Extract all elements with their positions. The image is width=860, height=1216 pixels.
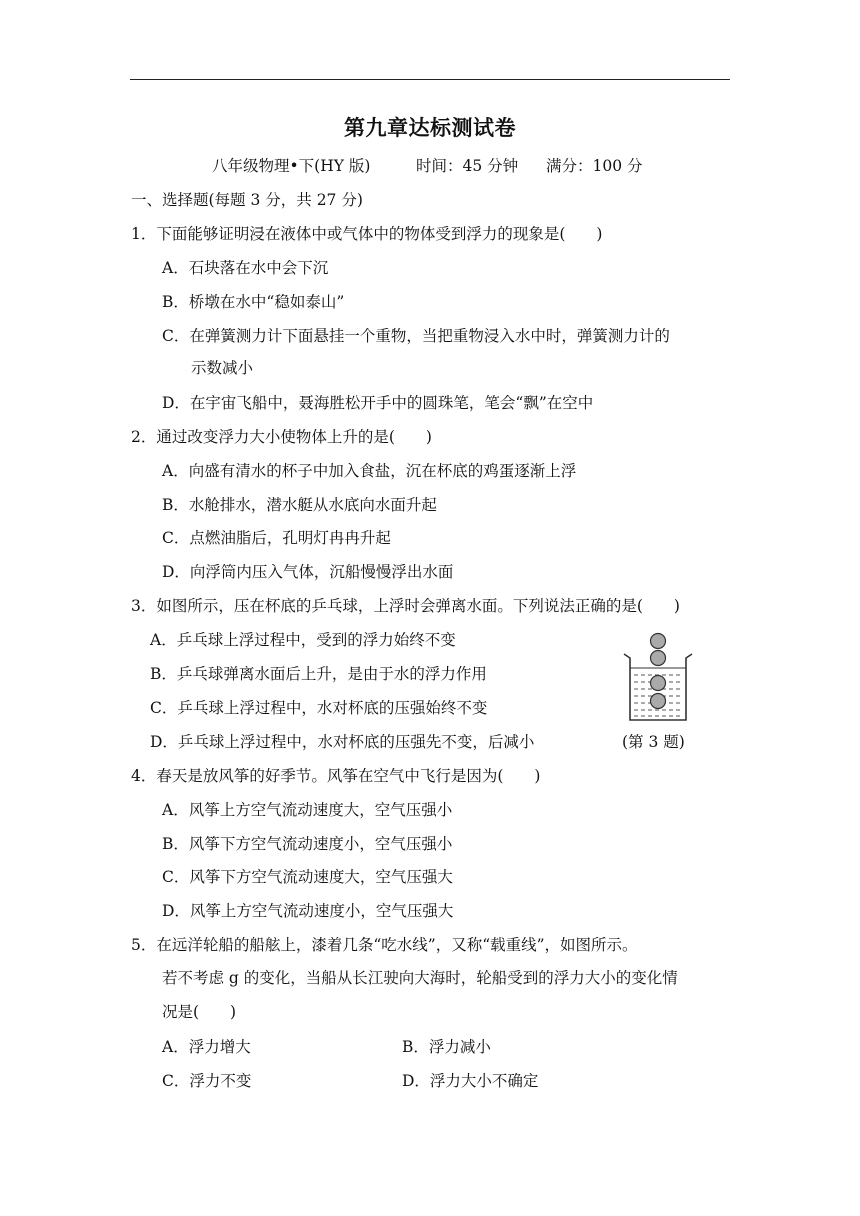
q4-option-c: C．风筝下方空气流动速度大，空气压强大 xyxy=(162,868,453,886)
q4-option-b: B．风筝下方空气流动速度小，空气压强小 xyxy=(162,835,453,853)
q3-option-c: C．乒乓球上浮过程中，水对杯底的压强始终不变 xyxy=(150,699,488,717)
q1-option-d: D．在宇宙飞船中，聂海胜松开手中的圆珠笔，笔会“飘”在空中 xyxy=(162,394,594,412)
q5-option-a: A．浮力增大 xyxy=(162,1038,251,1056)
q1-stem: 1．下面能够证明浸在液体中或气体中的物体受到浮力的现象是( ) xyxy=(131,225,603,243)
q5-option-b: B．浮力减小 xyxy=(402,1038,491,1056)
q1-option-c: C．在弹簧测力计下面悬挂一个重物，当把重物浸入水中时，弹簧测力计的 xyxy=(162,327,670,345)
grade-label: 八年级物理•下(HY 版) xyxy=(212,157,371,175)
q3-figure-caption: (第 3 题) xyxy=(622,733,685,751)
q2-option-d: D．向浮筒内压入气体，沉船慢慢浮出水面 xyxy=(162,563,454,581)
q3-option-a: A．乒乓球上浮过程中，受到的浮力始终不变 xyxy=(150,631,456,649)
q4-stem: 4．春天是放风筝的好季节。风筝在空气中飞行是因为( ) xyxy=(131,767,541,785)
q2-stem: 2．通过改变浮力大小使物体上升的是( ) xyxy=(131,428,432,446)
q4-option-a: A．风筝上方空气流动速度大，空气压强小 xyxy=(162,801,453,819)
q1-option-a: A．石块落在水中会下沉 xyxy=(162,259,329,277)
q4-option-d: D．风筝上方空气流动速度小，空气压强大 xyxy=(162,902,454,920)
q1-option-c-cont: 示数减小 xyxy=(191,359,254,377)
top-rule xyxy=(130,79,730,80)
q2-option-a: A．向盛有清水的杯子中加入食盐，沉在杯底的鸡蛋逐渐上浮 xyxy=(162,462,577,480)
q5-stem-cont: 若不考虑 g 的变化，当船从长江驶向大海时，轮船受到的浮力大小的变化情 xyxy=(162,969,678,987)
q5-stem: 5．在远洋轮船的船舷上，漆着几条“吃水线”，又称“载重线”，如图所示。 xyxy=(131,936,638,954)
section-heading: 一、选择题(每题 3 分，共 27 分) xyxy=(131,191,363,209)
q5-option-d: D．浮力大小不确定 xyxy=(402,1072,539,1090)
time-label: 时间：45 分钟 xyxy=(416,157,519,175)
score-label: 满分：100 分 xyxy=(546,157,643,175)
q5-stem-end: 况是( ) xyxy=(162,1003,237,1021)
q3-option-d: D．乒乓球上浮过程中，水对杯底的压强先不变，后减小 xyxy=(150,733,535,751)
q3-stem: 3．如图所示，压在杯底的乒乓球，上浮时会弹离水面。下列说法正确的是( ) xyxy=(131,597,680,615)
page-title: 第九章达标测试卷 xyxy=(344,116,516,140)
q5-option-c: C．浮力不变 xyxy=(162,1072,252,1090)
q2-option-c: C．点燃油脂后，孔明灯冉冉升起 xyxy=(162,529,391,547)
beaker-figure xyxy=(620,628,696,724)
q2-option-b: B．水舱排水，潜水艇从水底向水面升起 xyxy=(162,496,437,514)
q3-option-b: B．乒乓球弹离水面后上升，是由于水的浮力作用 xyxy=(150,665,487,683)
q1-option-b: B．桥墩在水中“稳如泰山” xyxy=(162,293,345,311)
